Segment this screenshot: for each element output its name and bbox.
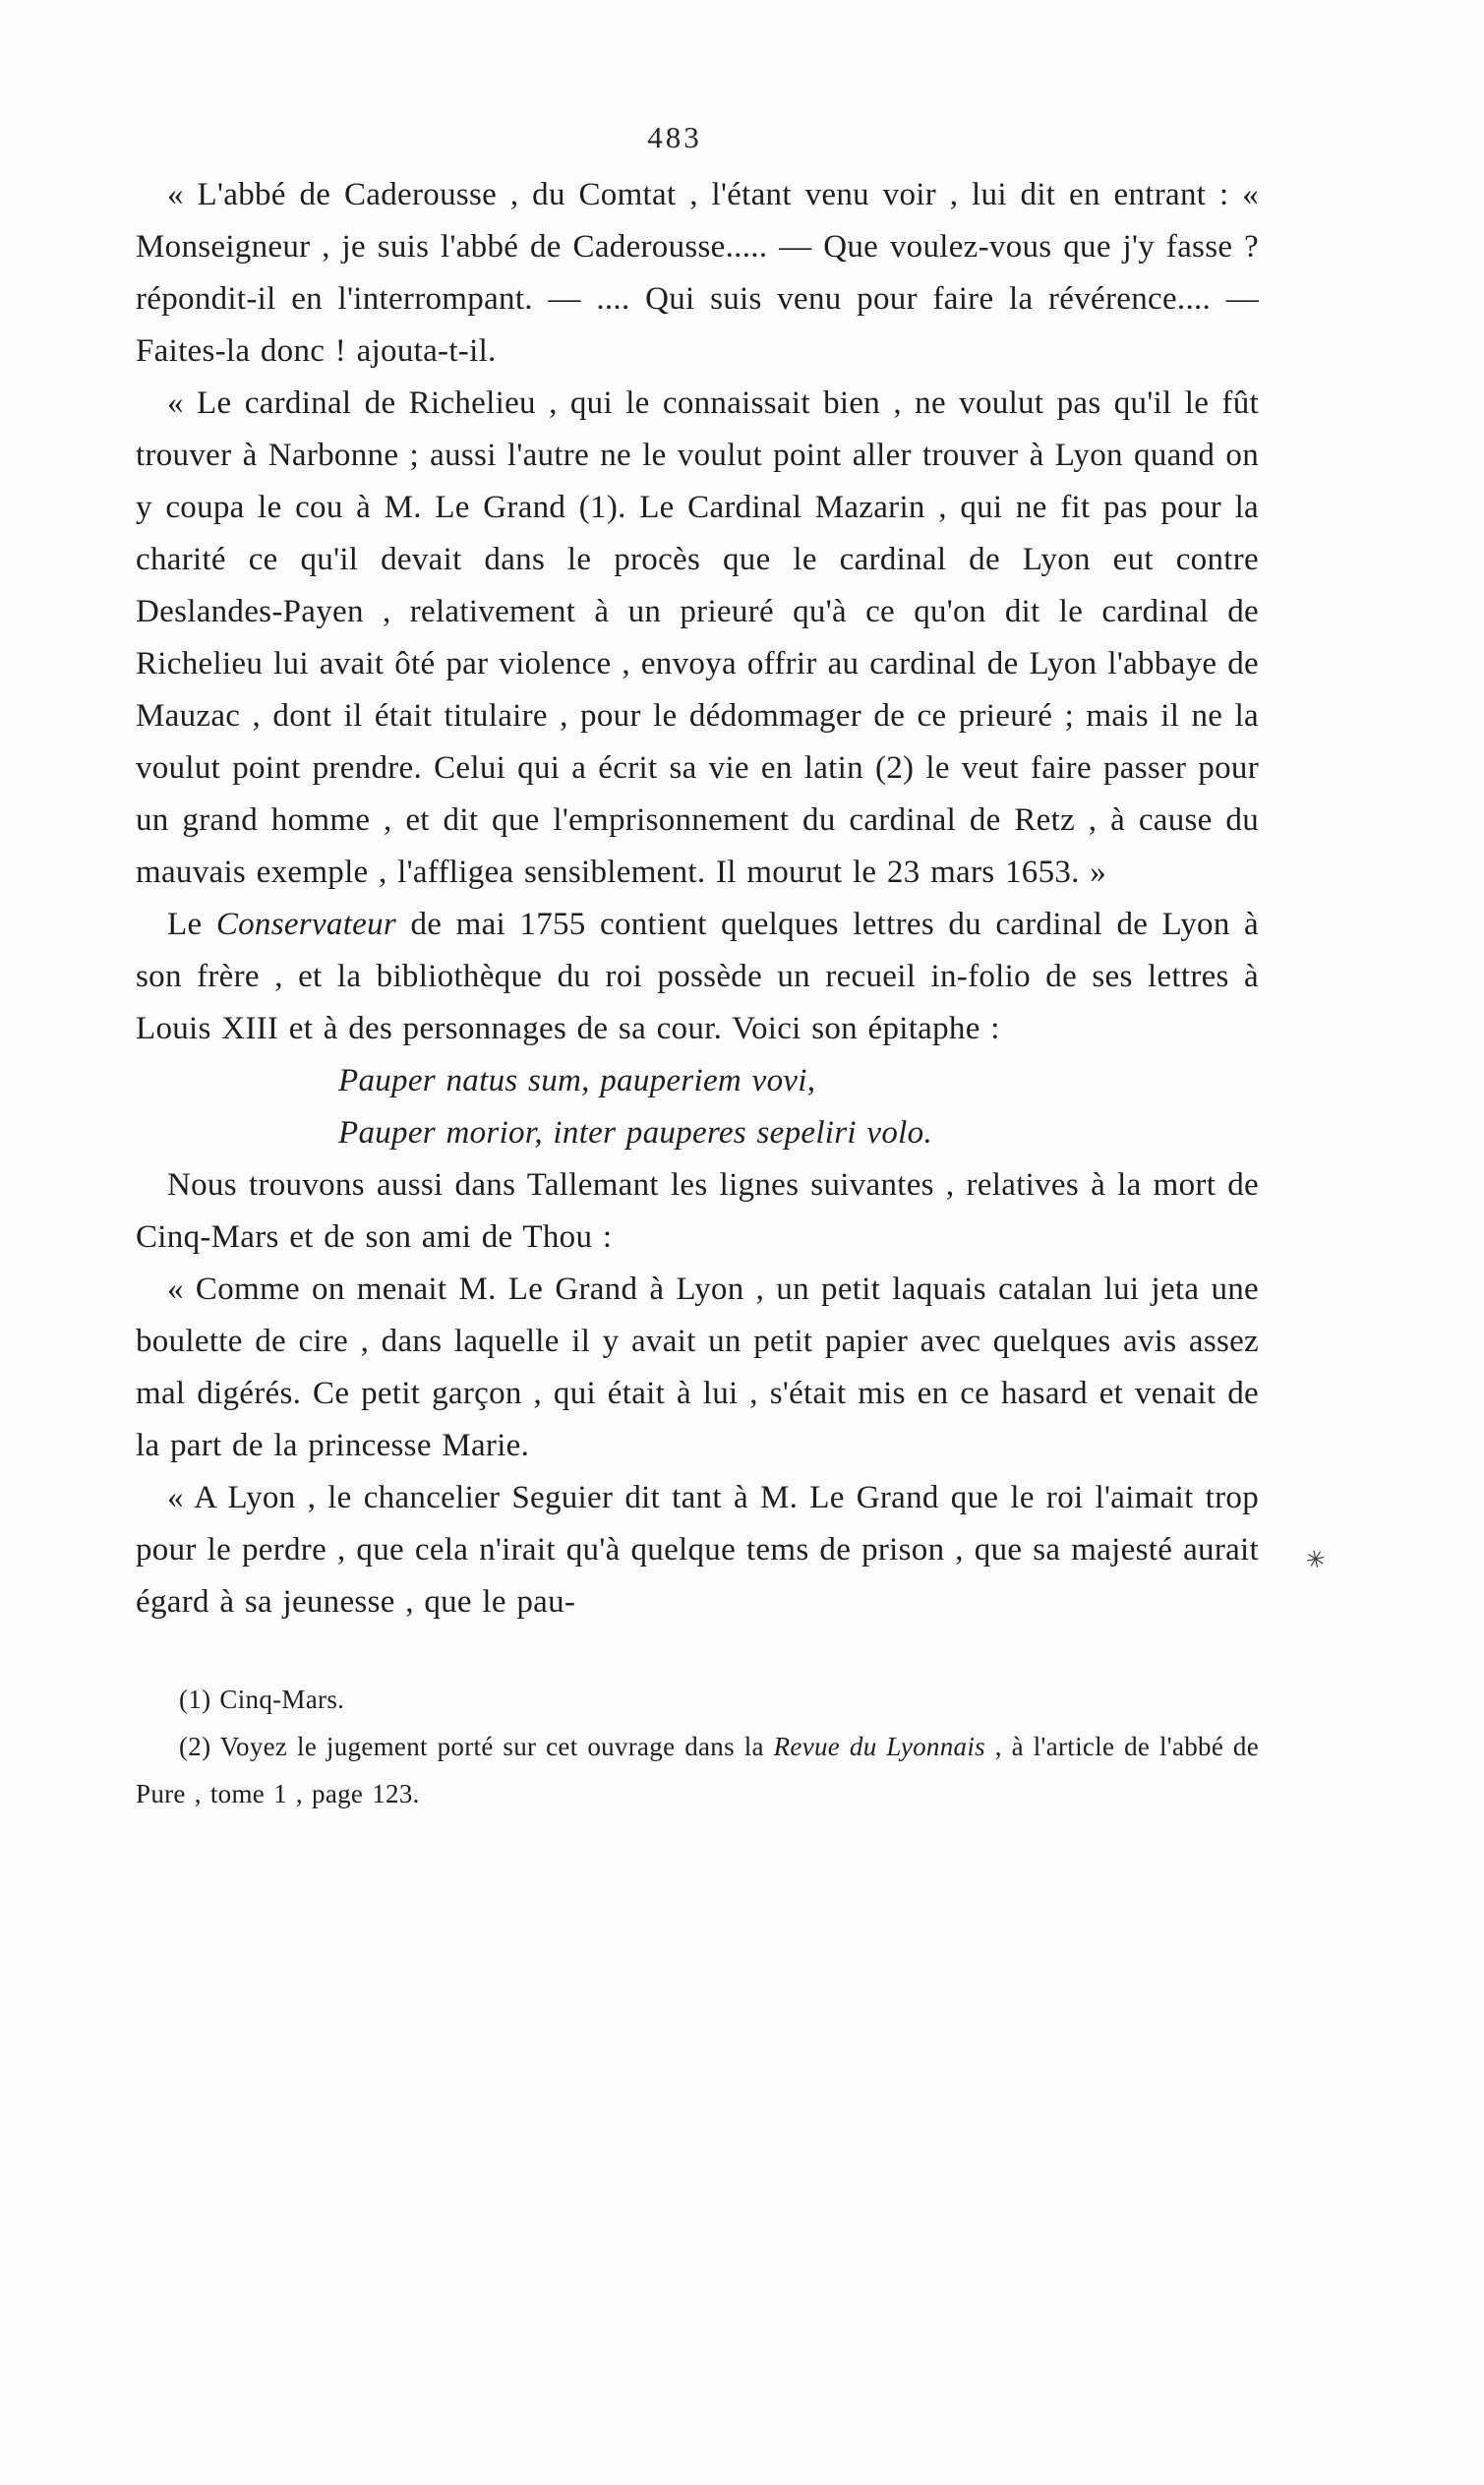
footnote-2 [136,1723,1259,1817]
epitaph [338,1055,1259,1159]
paragraph-conservateur-post: de mai 1755 contient quelques lettres du cardinal de Lyon à son frère , et la bibliothèque du roi possède un recueil in-folio de ses lettres à Louis XIII et à des personnages de sa cour. Voici son épitaphe : [136,907,1259,1046]
epitaph-line-1: Pauper natus sum, pauperiem vovi, [338,1063,816,1098]
journal-title-conservateur: Conservateur [215,907,397,942]
epitaph-line-2: Pauper morior, inter pauperes sepeliri volo. [338,1115,933,1151]
footnote-2-pre: (2) Voyez le jugement porté sur cet ouvrage dans la [179,1732,774,1761]
margin-mark: ✳ [1303,1546,1329,1575]
paragraph-caderousse: « L'abbé de Caderousse , du Comtat , l'étant venu voir , lui dit en entrant : « Monseigneur , je suis l'abbé de Caderousse..... — Que voulez-vous que j'y fasse ? répondit-il en l'interrompant. — .... Qui suis venu pour faire la révérence.... — Faites-la donc ! ajouta-t-il. [136,177,1259,369]
footnotes [136,1676,1259,1817]
journal-title-revue-du-lyonnais: Revue du Lyonnais [773,1732,985,1761]
footnote-2-post: , à l'article de l'abbé de Pure , tome 1 , page 123. [136,1732,1260,1808]
text-block [136,169,1259,1817]
paragraph-laquais-catalan: « Comme on menait M. Le Grand à Lyon , un petit laquais catalan lui jeta une boulette de cire , dans laquelle il y avait un petit papier avec quelques avis assez mal digérés. Ce petit garçon , qui était à lui , s'était mis en ce hasard et venait de la part de la princesse Marie. [136,1272,1259,1463]
paragraph-richelieu-mazarin: « Le cardinal de Richelieu , qui le connaissait bien , ne voulut pas qu'il le fût trouver à Narbonne ; aussi l'autre ne le voulut point aller trouver à Lyon quand on y coupa le cou à M. Le Grand (1). Le Cardinal Mazarin , qui ne fit pas pour la charité ce qu'il devait dans le procès que le cardinal de Lyon eut contre Deslandes-Payen , relativement à un prieuré qu'à ce qu'on dit le cardinal de Richelieu lui avait ôté par violence , envoya offrir au cardinal de Lyon l'abbaye de Mauzac , dont il était titulaire , pour le dédommager de ce prieuré ; mais il ne la voulut point prendre. Celui qui a écrit sa vie en latin (2) le veut faire passer pour un grand homme , et dit que l'emprisonnement du cardinal de Retz , à cause du mauvais exemple , l'affligea sensiblement. Il mourut le 23 mars 1653. » [136,385,1259,890]
paragraph-conservateur [136,899,1259,1055]
paragraph-tallemant: Nous trouvons aussi dans Tallemant les lignes suivantes , relatives à la mort de Cinq-Mars et de son ami de Thou : [136,1167,1259,1255]
page-number: 483 [647,120,702,154]
paragraph-conservateur-pre: Le [167,907,216,942]
paragraph-chancelier-seguier: « A Lyon , le chancelier Seguier dit tant à M. Le Grand que le roi l'aimait trop pour le perdre , que cela n'irait qu'à quelque tems de prison , que sa majesté aurait égard à sa jeunesse , que le pau- [136,1480,1259,1620]
footnote-1: (1) Cinq-Mars. [179,1685,345,1714]
